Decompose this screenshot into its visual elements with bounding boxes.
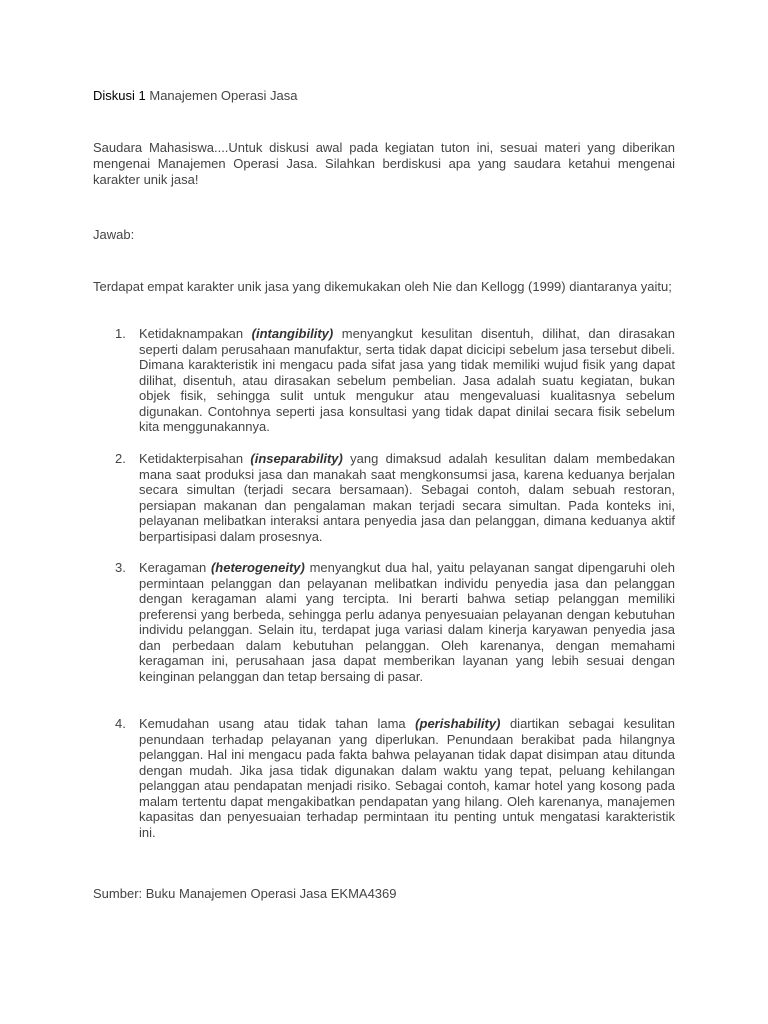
list-item-body — [139, 451, 675, 544]
list-item-prefix: Ketidakterpisahan — [139, 451, 244, 466]
list-item-term: (heterogeneity) — [210, 560, 305, 575]
list-item-number: 2. — [115, 451, 126, 466]
list-item-term: (perishability) — [415, 716, 501, 731]
document-title — [93, 88, 298, 104]
answer-label: Jawab: — [93, 227, 135, 242]
title-main: Diskusi 1 — [93, 88, 146, 103]
list-item-text: diartikan sebagai kesulitan penundaan terhadap pelayanan yang diperlukan. Penundaan berakibat pada hilangnya pelanggan. Hal ini mengacu pada fakta bahwa pelayanan tidak dapat disimpan atau ditunda dengan mudah. Jika jasa tidak digunakan dalam waktu yang tepat, peluang kehilangan pelanggan atau pendapatan menjadi risiko. Sebagai contoh, kamar hotel yang kosong pada malam tertentu dapat mengakibatkan pendapatan yang hilang. Oleh karenanya, manajemen kapasitas dan penyesuaian terhadap permintaan itu penting untuk mengatasi karakteristik ini. — [139, 716, 675, 840]
list-item-text: menyangkut kesulitan disentuh, dilihat, dan dirasakan seperti dalam perusahaan manufaktur, serta tidak dapat dicicipi sebelum jasa tersebut dibeli. Dimana karakteristik ini mengacu pada sifat jasa yang tidak memiliki wujud fisik yang dapat dilihat, disentuh, atau dirasakan sebelum pembelian. Jasa adalah suatu kegiatan, bukan objek fisik, sehingga sulit untuk mengukur atau mengevaluasi kualitasnya sebelum digunakan. Contohnya seperti jasa konsultasi yang tidak dapat dinilai secara fisik sebelum kita menggunakannya. — [139, 326, 675, 434]
document-page — [93, 0, 675, 1024]
list-item-prefix: Keragaman — [139, 560, 207, 575]
list-item-text: menyangkut dua hal, yaitu pelayanan sangat dipengaruhi oleh permintaan pelanggan dan pelayanan melibatkan individu penyedia jasa dan pelanggan dengan keragaman alami yang tercipta. Ini berarti bahwa setiap pelanggan memiliki preferensi yang berbeda, sehingga perlu adanya penyesuaian pelayanan dengan kebutuhan individu pelanggan. Selain itu, terdapat juga variasi dalam kinerja karyawan penyedia jasa dan perbedaan dalam kebutuhan pelanggan. Oleh karenanya, dengan memahami keragaman ini, perusahaan jasa dapat memberikan layanan yang lebih sesuai dengan keinginan pelanggan dan tetap bersaing di pasar. — [139, 560, 675, 684]
source-citation: Sumber: Buku Manajemen Operasi Jasa EKMA4369 — [93, 886, 397, 901]
intro-paragraph: Saudara Mahasiswa....Untuk diskusi awal pada kegiatan tuton ini, sesuai materi yang diberikan mengenai Manajemen Operasi Jasa. Silahkan berdiskusi apa yang saudara ketahui mengenai karakter unik jasa! — [93, 140, 675, 187]
lead-paragraph: Terdapat empat karakter unik jasa yang dikemukakan oleh Nie dan Kellogg (1999) diantaranya yaitu; — [93, 279, 672, 294]
list-item-body — [139, 326, 675, 435]
list-item-body — [139, 560, 675, 684]
list-item-term: (inseparability) — [250, 451, 343, 466]
title-sub: Manajemen Operasi Jasa — [149, 88, 298, 103]
list-item-number: 4. — [115, 716, 126, 731]
list-item-number: 1. — [115, 326, 126, 341]
list-item-term: (intangibility) — [251, 326, 334, 341]
list-item-body — [139, 716, 675, 840]
list-item-number: 3. — [115, 560, 126, 575]
list-item-prefix: Ketidaknampakan — [139, 326, 244, 341]
list-item-text: yang dimaksud adalah kesulitan dalam membedakan mana saat produksi jasa dan manakah saat mengkonsumsi jasa, karena keduanya berjalan secara simultan (terjadi secara bersamaan). Sebagai contoh, dalam sebuah restoran, persiapan makanan dan pengalaman makan terjadi secara simultan. Pada konteks ini, pelayanan melibatkan interaksi antara penyedia jasa dan pelanggan, dimana keduanya aktif berpartisipasi dalam prosesnya. — [139, 451, 675, 544]
list-item-prefix: Kemudahan usang atau tidak tahan lama — [139, 716, 406, 731]
